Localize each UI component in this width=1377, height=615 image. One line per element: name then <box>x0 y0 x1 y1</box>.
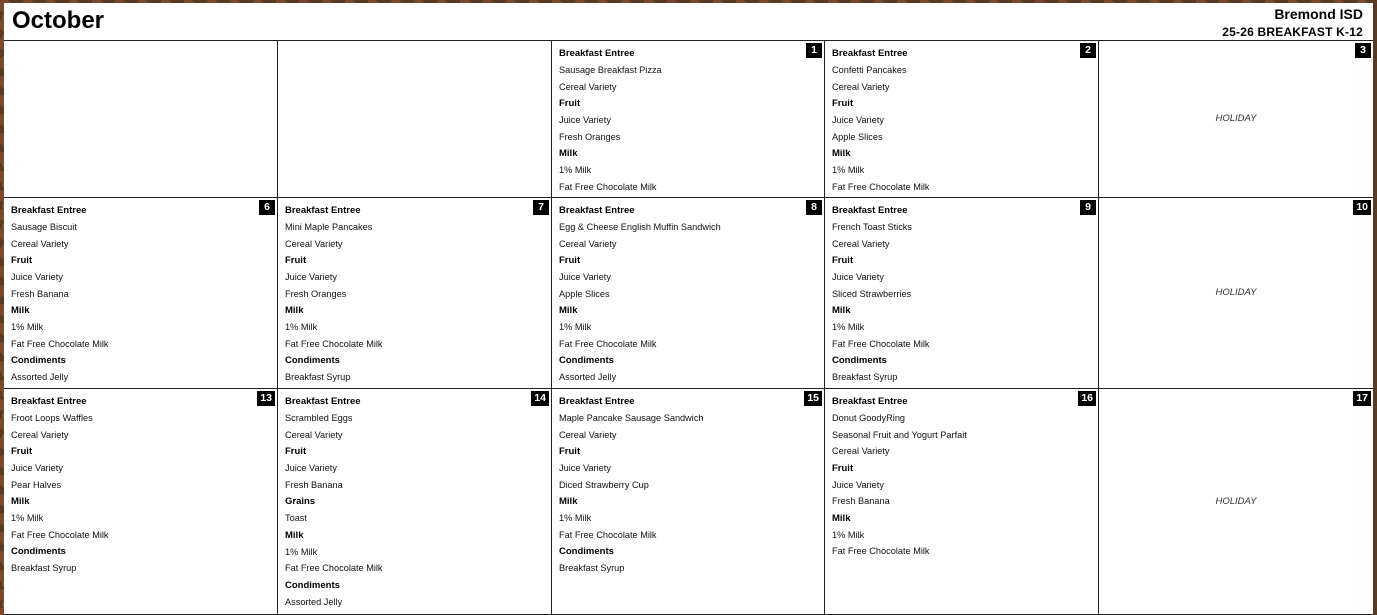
menu-item: Breakfast Syrup <box>832 372 898 382</box>
menu-item: Breakfast Syrup <box>11 563 77 573</box>
menu-category: Breakfast Entree <box>11 396 87 407</box>
menu-category: Fruit <box>11 446 33 457</box>
day-number: 17 <box>1353 391 1371 406</box>
day-number: 6 <box>259 200 275 215</box>
day-number: 1 <box>806 43 822 58</box>
day-number: 3 <box>1355 43 1371 58</box>
menu-item: Breakfast Syrup <box>559 563 625 573</box>
menu-category: Milk <box>285 529 304 541</box>
menu-item: Fresh Banana <box>11 288 69 299</box>
day-cell-2 <box>825 41 1099 198</box>
menu-item: 1% Milk <box>559 165 592 175</box>
menu-item: Juice Variety <box>11 463 63 473</box>
day-cell-10 <box>1099 198 1373 389</box>
menu-name: 25-26 BREAKFAST K-12 <box>1222 25 1363 39</box>
menu-item: Froot Loops Waffles <box>11 413 93 423</box>
menu-item: Assorted Jelly <box>285 596 343 607</box>
menu-category: Breakfast Entree <box>285 396 361 407</box>
day-number: 9 <box>1080 200 1096 215</box>
menu-category: Breakfast Entree <box>832 396 908 407</box>
menu-item: Mini Maple Pancakes <box>285 222 373 232</box>
menu-item: 1% Milk <box>559 513 592 523</box>
menu-category: Fruit <box>285 255 307 266</box>
menu-category: Condiments <box>285 355 340 366</box>
day-number: 7 <box>533 200 549 215</box>
menu-item: Cereal Variety <box>832 238 890 249</box>
menu-item: Fresh Oranges <box>559 131 621 142</box>
day-cell-9 <box>825 198 1099 389</box>
menu-item: 1% Milk <box>285 322 318 332</box>
menu-category: Condiments <box>11 355 66 366</box>
menu-item: Donut GoodyRing <box>832 413 906 423</box>
menu-item: Sliced Strawberries <box>832 288 912 299</box>
menu-item: 1% Milk <box>832 322 865 332</box>
menu-item: Seasonal Fruit and Yogurt Parfait <box>832 429 967 440</box>
menu-category: Breakfast Entree <box>285 205 361 216</box>
calendar-grid <box>4 41 1373 615</box>
day-cell-14 <box>278 389 552 615</box>
district-name: Bremond ISD <box>1274 6 1363 22</box>
menu-item: Fresh Banana <box>832 496 890 506</box>
menu-item: Juice Variety <box>559 272 611 282</box>
day-number: 14 <box>531 391 549 406</box>
holiday-label: HOLIDAY <box>1215 287 1257 298</box>
menu-category: Milk <box>832 305 851 316</box>
menu-category: Fruit <box>285 446 307 457</box>
menu-category: Fruit <box>559 446 581 457</box>
menu-item: Fat Free Chocolate Milk <box>832 181 930 192</box>
menu-item: Juice Variety <box>559 115 611 125</box>
menu-item: Confetti Pancakes <box>832 65 907 75</box>
menu-category: Condiments <box>11 546 66 557</box>
empty-day-cell <box>4 41 278 198</box>
day-cell-7 <box>278 198 552 389</box>
menu-item: Fat Free Chocolate Milk <box>559 529 657 540</box>
menu-item: 1% Milk <box>559 322 592 332</box>
menu-item: 1% Milk <box>832 165 865 175</box>
menu-item: Assorted Jelly <box>11 372 69 382</box>
menu-item: Juice Variety <box>11 272 63 282</box>
menu-item: Fat Free Chocolate Milk <box>285 563 383 573</box>
menu-category: Milk <box>832 148 851 159</box>
menu-item: Sausage Breakfast Pizza <box>559 65 662 75</box>
menu-item: Apple Slices <box>832 131 883 142</box>
menu-item: Fat Free Chocolate Milk <box>11 338 109 349</box>
menu-item: Pear Halves <box>11 479 62 490</box>
menu-category: Fruit <box>559 98 581 109</box>
day-cell-1 <box>552 41 825 198</box>
menu-item: Scrambled Eggs <box>285 413 353 423</box>
menu-item: Apple Slices <box>559 288 610 299</box>
menu-item: Fat Free Chocolate Milk <box>11 529 109 540</box>
menu-category: Breakfast Entree <box>832 205 908 216</box>
calendar-header <box>4 3 1373 41</box>
day-cell-8 <box>552 198 825 389</box>
day-cell-17 <box>1099 389 1373 615</box>
menu-item: 1% Milk <box>11 322 44 332</box>
menu-item: Juice Variety <box>832 115 884 125</box>
menu-item: Sausage Biscuit <box>11 222 77 232</box>
day-number: 15 <box>804 391 822 406</box>
menu-item: Cereal Variety <box>285 238 343 249</box>
day-number: 16 <box>1078 391 1096 406</box>
menu-category: Breakfast Entree <box>832 48 908 59</box>
menu-item: 1% Milk <box>11 513 44 523</box>
menu-item: Juice Variety <box>832 479 884 490</box>
day-number: 13 <box>257 391 275 406</box>
menu-calendar-page <box>4 3 1373 615</box>
menu-item: Cereal Variety <box>11 238 69 249</box>
menu-category: Milk <box>11 496 30 507</box>
day-cell-6 <box>4 198 278 389</box>
menu-category: Condiments <box>559 355 614 366</box>
day-cell-3 <box>1099 41 1373 198</box>
menu-category: Fruit <box>832 462 854 474</box>
menu-item: Cereal Variety <box>832 81 890 92</box>
menu-item: Cereal Variety <box>285 429 343 440</box>
menu-item: Cereal Variety <box>832 446 890 456</box>
menu-item: Fresh Oranges <box>285 288 347 299</box>
menu-category: Milk <box>559 496 578 507</box>
menu-category: Milk <box>832 512 851 524</box>
menu-item: Fat Free Chocolate Milk <box>832 338 930 349</box>
menu-item: 1% Milk <box>832 529 865 540</box>
day-number: 8 <box>806 200 822 215</box>
menu-category: Fruit <box>832 98 854 109</box>
menu-item: Cereal Variety <box>559 81 617 92</box>
holiday-label: HOLIDAY <box>1215 495 1257 507</box>
menu-item: French Toast Sticks <box>832 222 912 232</box>
menu-category: Milk <box>285 305 304 316</box>
menu-category: Fruit <box>559 255 581 266</box>
menu-item: Breakfast Syrup <box>285 372 351 382</box>
menu-item: Cereal Variety <box>559 429 617 440</box>
menu-item: Juice Variety <box>285 272 337 282</box>
menu-item: Egg & Cheese English Muffin Sandwich <box>559 222 721 232</box>
holiday-label: HOLIDAY <box>1215 113 1257 124</box>
empty-day-cell <box>278 41 552 198</box>
menu-category: Breakfast Entree <box>559 205 635 216</box>
menu-category: Fruit <box>832 255 854 266</box>
menu-category: Condiments <box>832 355 887 366</box>
month-title: October <box>12 7 105 34</box>
day-number: 10 <box>1353 200 1371 215</box>
menu-item: Fat Free Chocolate Milk <box>832 546 930 556</box>
day-cell-16 <box>825 389 1099 615</box>
day-cell-13 <box>4 389 278 615</box>
menu-item: Cereal Variety <box>11 429 69 440</box>
menu-item: Maple Pancake Sausage Sandwich <box>559 413 704 423</box>
menu-item: Diced Strawberry Cup <box>559 479 649 490</box>
menu-category: Condiments <box>285 579 340 591</box>
menu-category: Breakfast Entree <box>559 48 635 59</box>
menu-item: Juice Variety <box>559 463 611 473</box>
menu-item: 1% Milk <box>285 546 318 557</box>
menu-category: Milk <box>11 305 30 316</box>
menu-item: Fat Free Chocolate Milk <box>559 181 657 192</box>
menu-item: Fresh Banana <box>285 479 343 490</box>
menu-item: Fat Free Chocolate Milk <box>559 338 657 349</box>
menu-item: Assorted Jelly <box>559 372 617 382</box>
menu-category: Milk <box>559 305 578 316</box>
menu-item: Fat Free Chocolate Milk <box>285 338 383 349</box>
menu-category: Breakfast Entree <box>559 396 635 407</box>
menu-category: Breakfast Entree <box>11 205 87 216</box>
menu-item: Cereal Variety <box>559 238 617 249</box>
menu-item: Juice Variety <box>832 272 884 282</box>
menu-category: Grains <box>285 496 316 507</box>
menu-category: Milk <box>559 148 578 159</box>
menu-item: Toast <box>285 513 307 523</box>
menu-item: Juice Variety <box>285 463 337 473</box>
menu-category: Fruit <box>11 255 33 266</box>
day-cell-15 <box>552 389 825 615</box>
day-number: 2 <box>1080 43 1096 58</box>
menu-category: Condiments <box>559 546 614 557</box>
